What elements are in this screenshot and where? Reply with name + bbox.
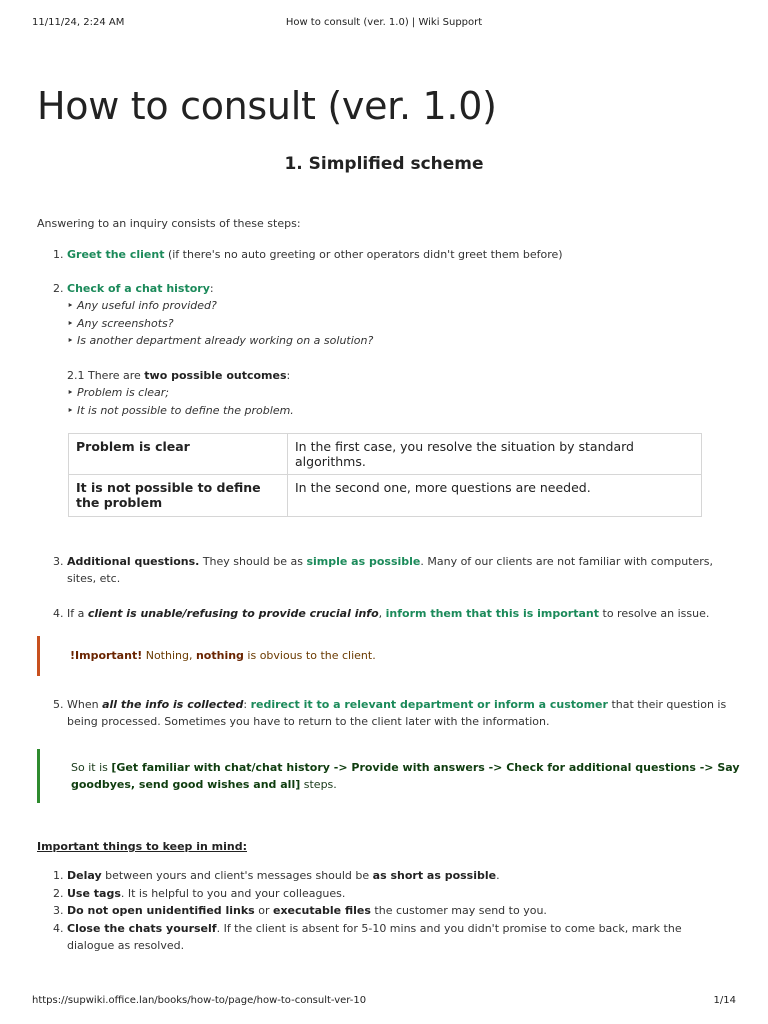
item-text: . If the client is absent for 5-10 mins and you didn't promise to come back, mark the dialogue as resolved. bbox=[67, 921, 682, 952]
check-chat-history-link[interactable]: Check of a chat history bbox=[67, 282, 210, 295]
list-item bbox=[67, 867, 731, 885]
table-cell-head: It is not possible to define the problem bbox=[69, 475, 288, 517]
keep-in-mind-heading: Important things to keep in mind: bbox=[37, 840, 248, 853]
print-date: 11/11/24, 2:24 AM bbox=[32, 17, 125, 28]
summary-callout bbox=[37, 749, 761, 803]
step-check-history bbox=[67, 280, 731, 517]
page-number: 1/14 bbox=[713, 995, 736, 1006]
important-callout bbox=[37, 636, 731, 676]
page-title: How to consult (ver. 1.0) bbox=[37, 84, 497, 128]
keep-in-mind-section bbox=[37, 840, 731, 955]
bullet-item: ‣ Any useful info provided? bbox=[67, 299, 217, 312]
table-cell: In the second one, more questions are needed. bbox=[288, 475, 702, 517]
bold-text: Additional questions. bbox=[67, 555, 200, 568]
table-cell-head: Problem is clear bbox=[69, 434, 288, 475]
bullet-item: ‣ Any screenshots? bbox=[67, 316, 174, 330]
steps-list bbox=[37, 246, 731, 730]
bold-text: two possible outcomes bbox=[144, 368, 287, 382]
callout-text: is obvious to the client. bbox=[243, 649, 376, 662]
print-page-title: How to consult (ver. 1.0) | Wiki Support bbox=[285, 17, 483, 28]
step-text: If a bbox=[67, 607, 88, 620]
greet-client-link[interactable]: Greet the client bbox=[67, 248, 165, 261]
bold-italic-text: all the info is collected bbox=[102, 698, 244, 711]
step-text: to resolve an issue. bbox=[599, 607, 710, 620]
step-greet bbox=[67, 246, 731, 263]
callout-text: Nothing, bbox=[142, 649, 196, 662]
outcomes-line bbox=[67, 367, 731, 385]
keep-in-mind-list bbox=[37, 867, 731, 955]
section-heading: 1. Simplified scheme bbox=[284, 154, 484, 174]
item-text: the customer may send to you. bbox=[370, 904, 547, 917]
page-content bbox=[37, 82, 731, 730]
list-item bbox=[67, 902, 731, 920]
step-crucial-info bbox=[67, 605, 731, 676]
step-text: . Many of our clients are not familiar with computers, sites, etc. bbox=[67, 555, 714, 585]
print-header bbox=[32, 17, 736, 31]
intro-text: Answering to an inquiry consists of these steps: bbox=[37, 217, 301, 230]
print-url: https://supwiki.office.lan/books/how-to/page/how-to-consult-ver-10 bbox=[32, 995, 367, 1006]
print-footer bbox=[32, 995, 736, 1009]
bold-text: Delay bbox=[67, 869, 102, 882]
step-text: They should be as bbox=[199, 555, 307, 568]
item-text: . bbox=[496, 869, 500, 882]
callout-text: steps. bbox=[300, 778, 337, 791]
bullet-item: ‣ Is another department already working on a solution? bbox=[67, 334, 374, 347]
outcomes-table bbox=[68, 433, 702, 517]
bold-text: nothing bbox=[195, 649, 244, 662]
bold-text: Do not open unidentified links bbox=[67, 904, 255, 917]
table-cell: In the first case, you resolve the situation by standard algorithms. bbox=[288, 434, 702, 475]
item-text: or bbox=[254, 904, 273, 917]
item-text: between yours and client's messages should be bbox=[101, 869, 373, 882]
step-text: : bbox=[209, 282, 214, 295]
outcome-item: ‣ It is not possible to define the problem. bbox=[67, 403, 294, 417]
bold-text: executable files bbox=[272, 904, 371, 917]
item-text: . It is helpful to you and your colleagues. bbox=[120, 886, 346, 900]
step-text: : bbox=[286, 368, 291, 382]
step-text: , bbox=[378, 607, 386, 620]
simple-as-possible-link[interactable]: simple as possible bbox=[306, 555, 421, 568]
outcome-item: ‣ Problem is clear; bbox=[67, 386, 170, 399]
callout-text: So it is bbox=[71, 761, 112, 774]
step-text: : bbox=[243, 698, 251, 711]
step-text: 2.1 There are bbox=[67, 368, 145, 382]
summary-steps: [Get familiar with chat/chat history -> Provide with answers -> Check for additional questions -> Say goodbyes, send good wishes and all] bbox=[71, 761, 740, 791]
redirect-department-link[interactable]: redirect it to a relevant department or inform a customer bbox=[250, 698, 608, 711]
list-item bbox=[67, 920, 731, 955]
bold-text: Use tags bbox=[67, 886, 121, 900]
table-row bbox=[69, 475, 702, 517]
table-row bbox=[69, 434, 702, 475]
bold-text: Close the chats yourself bbox=[67, 921, 217, 935]
important-label: !Important! bbox=[70, 649, 143, 662]
list-item bbox=[67, 885, 731, 903]
bold-text: as short as possible bbox=[372, 869, 497, 882]
step-text: (if there's no auto greeting or other operators didn't greet them before) bbox=[164, 248, 563, 261]
inform-important-link[interactable]: inform them that this is important bbox=[385, 607, 600, 620]
step-text: that their question is being processed. Sometimes you have to return to the client later with the information. bbox=[67, 698, 727, 728]
step-text: When bbox=[67, 698, 103, 711]
bold-italic-text: client is unable/refusing to provide crucial info bbox=[87, 607, 379, 620]
step-info-collected bbox=[67, 696, 731, 730]
step-additional-questions bbox=[67, 553, 731, 587]
